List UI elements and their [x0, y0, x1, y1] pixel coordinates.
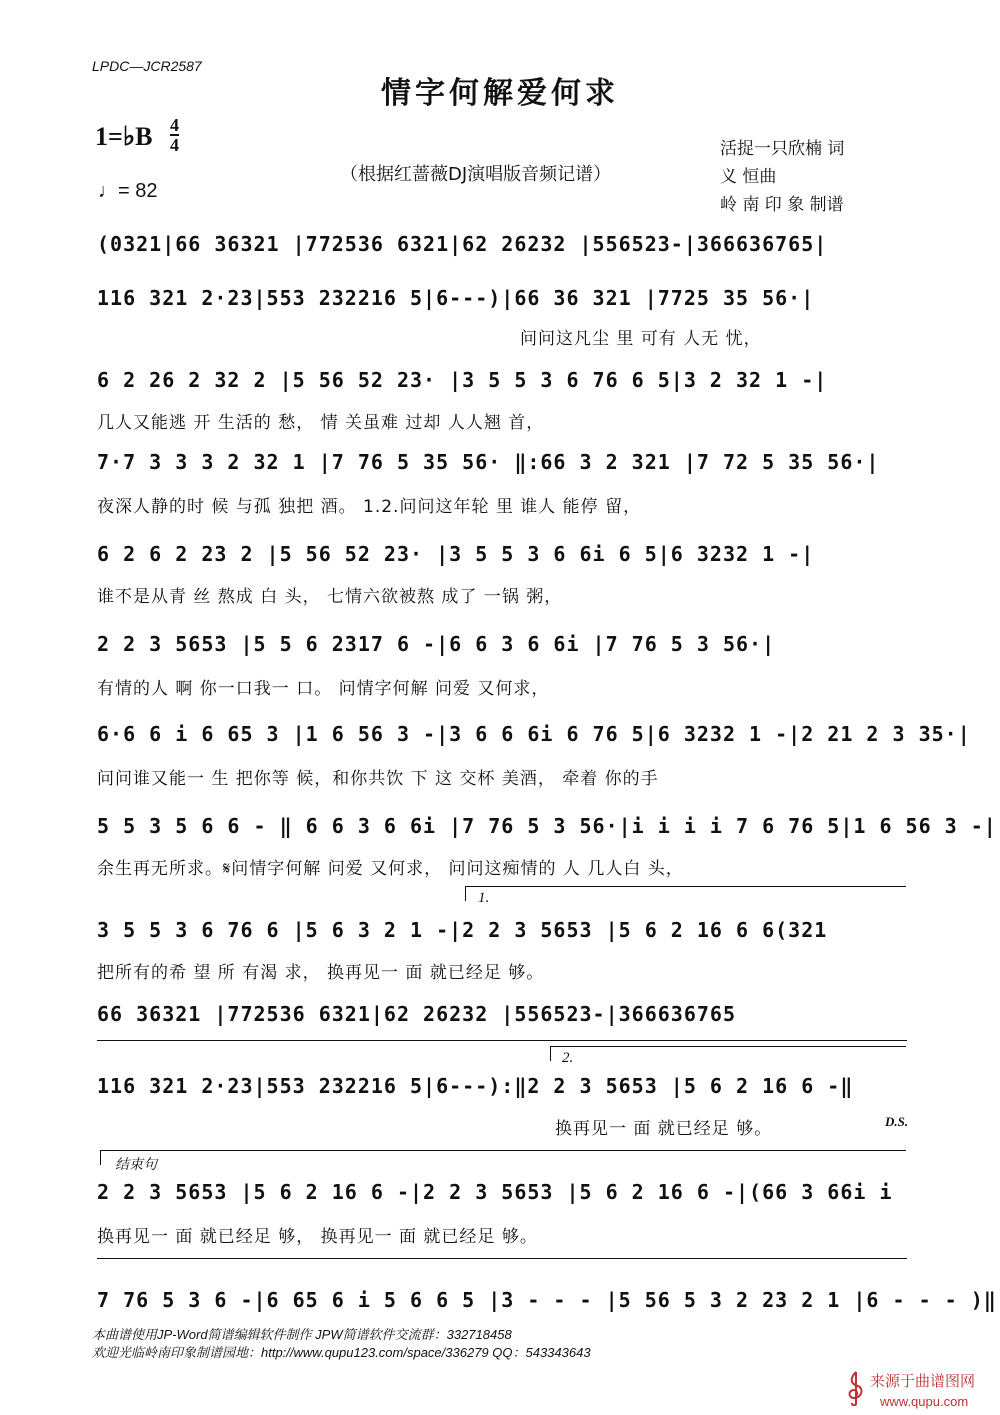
- lyric-row-9: 把所有的希 望 所 有渴 求， 换再见一 面 就已经足 够。: [97, 963, 545, 983]
- lyric-row-4: 夜深人静的时 候 与孤 独把 酒。 1.2.问问这年轮 里 谁人 能停 留，: [97, 497, 642, 517]
- lyric-row-5: 谁不是从青 丝 熬成 白 头， 七情六欲被熬 成了 一锅 粥，: [97, 587, 563, 607]
- song-title: 情字何解爱何求: [381, 76, 619, 111]
- notation-row-5: 6 2 6 2 23 2 |5 56 52 23· |3 5 5 3 6 6i 6 5|6 3232 1 -|: [97, 542, 815, 566]
- lyric-row-6: 有情的人 啊 你一口我一 口。 问情字何解 问爱 又何求，: [97, 679, 550, 699]
- notation-row-11: 116 321 2·23|553 232216 5|6---):‖2 2 3 5653 |5 6 2 16 6 -‖: [97, 1074, 854, 1098]
- volta-bracket-2: [550, 1046, 906, 1061]
- watermark-text: 来源于曲谱图网: [870, 1372, 976, 1390]
- arranger-credit: 岭 南 印 象 制谱: [720, 195, 844, 215]
- lyric-row-2: 问问这凡尘 里 可有 人无 忧，: [520, 329, 762, 349]
- volta-1-extension: [97, 1040, 907, 1041]
- notation-row-9: 3 5 5 3 6 76 6 |5 6 3 2 1 -|2 2 3 5653 |5 6 2 16 6 6(321: [97, 918, 828, 942]
- lyric-row-8: 余生再无所求。𝄋问情字何解 问爱 又何求， 问问这痴情的 人 几人白 头，: [97, 859, 684, 879]
- notation-row-8: 5 5 3 5 6 6 - ‖ 6 6 3 6 6i |7 76 5 3 56·|i i i i 7 6 76 5|1 6 56 3 -|: [97, 814, 997, 838]
- composer-credit: 义 恒曲: [720, 167, 777, 187]
- subtitle-note: （根据红蔷薇DJ演唱版音频记谱）: [340, 164, 612, 185]
- lyric-row-7: 问问谁又能一 生 把你等 候，和你共饮 下 这 交杯 美酒， 牵着 你的手: [97, 769, 659, 789]
- lyric-row-12: 换再见一 面 就已经足 够， 换再见一 面 就已经足 够。: [97, 1227, 538, 1247]
- notation-row-2: 116 321 2·23|553 232216 5|6---)|66 36 321 |7725 35 56·|: [97, 286, 815, 310]
- key-signature: 1=♭B: [95, 122, 153, 151]
- notation-row-6: 2 2 3 5653 |5 5 6 2317 6 -|6 6 3 6 6i |7 76 5 3 56·|: [97, 632, 776, 656]
- volta-2-label: 2.: [562, 1050, 574, 1066]
- notation-row-13: 7 76 5 3 6 -|6 65 6 i 5 6 6 5 |3 - - - |5 56 5 3 2 23 2 1 |6 - - - )‖: [97, 1288, 997, 1312]
- lyric-row-11: 换再见一 面 就已经足 够。: [555, 1119, 773, 1139]
- watermark-url: www.qupu.com: [880, 1394, 969, 1409]
- notation-row-7: 6·6 6 i 6 65 3 |1 6 56 3 -|3 6 6 6i 6 76 5|6 3232 1 -|2 21 2 3 35·|: [97, 722, 971, 746]
- notation-row-4: 7·7 3 3 3 2 32 1 |7 76 5 35 56· ‖:66 3 2 321 |7 72 5 35 56·|: [97, 450, 880, 474]
- notation-row-1: (0321|66 36321 |772536 6321|62 26232 |556523-|366636765|: [97, 232, 828, 256]
- meter-top: 4: [170, 115, 179, 135]
- ending-bracket: [100, 1150, 906, 1165]
- notation-row-3: 6 2 26 2 32 2 |5 56 52 23· |3 5 5 3 6 76 6 5|3 2 32 1 -|: [97, 368, 828, 392]
- notation-row-10: 66 36321 |772536 6321|62 26232 |556523-|366636765: [97, 1002, 737, 1026]
- notation-row-12: 2 2 3 5653 |5 6 2 16 6 -|2 2 3 5653 |5 6 2 16 6 -|(66 3 66i i: [97, 1180, 893, 1204]
- time-signature: [170, 116, 179, 154]
- meter-bottom: 4: [170, 135, 179, 155]
- tempo-marking: ♩= 82: [98, 180, 158, 202]
- volta-1-label: 1.: [478, 890, 490, 906]
- treble-clef-icon: [840, 1370, 870, 1406]
- ending-label: 结束句: [115, 1158, 157, 1173]
- ds-marking: D.S.: [885, 1114, 909, 1129]
- footer-line-1: 本曲谱使用JP-Word简谱编辑软件制作 JPW简谱软件交流群：332718458: [92, 1327, 512, 1342]
- score-code: LPDC—JCR2587: [92, 58, 202, 74]
- lyric-row-3: 几人又能逃 开 生活的 愁， 情 关虽难 过却 人人翘 首，: [97, 413, 545, 433]
- volta-bracket-1: [465, 886, 906, 901]
- lyricist-credit: 活捉一只欣楠 词: [720, 139, 845, 159]
- footer-line-2: 欢迎光临岭南印象制谱园地：http://www.qupu123.com/space/336279 QQ：543343643: [92, 1345, 591, 1360]
- ending-extension: [97, 1258, 907, 1259]
